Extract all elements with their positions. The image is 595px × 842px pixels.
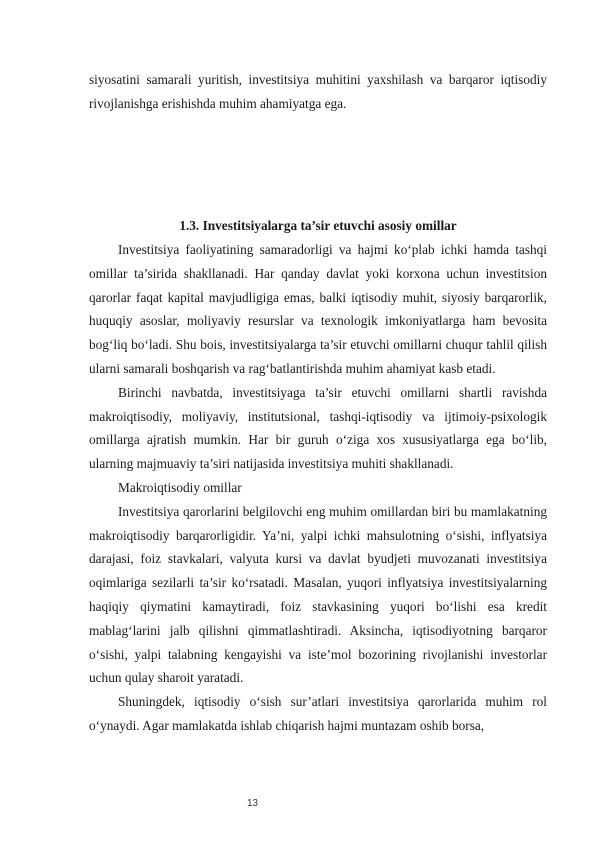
body-paragraph: Birinchi navbatda, investitsiyaga ta’sir etuvchi omillarni shartli ravishda makroiqtisodiy, moliyaviy, institutsional, tashqi-iqtisodiy va ijtimoiy-psixologik omillarga ajratish mumkin. Har bir guruh o‘ziga xos xususiyatlarga ega bo‘lib, ularning majmuaviy ta’siri natijasida investitsiya muhiti shakllanadi. xyxy=(89,384,547,472)
body-paragraph: Investitsiya qarorlarini belgilovchi eng muhim omillardan biri bu mamlakatning makroiqtisodiy barqarorligidir. Ya’ni, yalpi ichki mahsulotning o‘sishi, inflyatsiya darajasi, foiz stavkalari, valyuta kursi va davlat byudjeti muvozanati investitsiya oqimlariga sezilarli ta’sir ko‘rsatadi. Masalan, yuqori inflyatsiya investitsiyalarning haqiqiy qiymatini kamaytiradi, foiz stavkasining yuqori bo‘lishi esa kredit mablag‘larini jalb qilishni qimmatlashtiradi. Aksincha, iqtisodiyotning barqaror o‘sishi, yalpi talabning kengayishi va iste’mol bozorining rivojlanishi investorlar uchun qulay sharoit yaratadi. xyxy=(89,503,547,686)
body-paragraph: Shuningdek, iqtisodiy o‘sish sur’atlari investitsiya qarorlarida muhim rol o‘ynaydi. Agar mamlakatda ishlab chiqarish hajmi muntazam oshib borsa, xyxy=(89,694,547,733)
page-number: 13 xyxy=(247,798,259,809)
section-heading: 1.3. Investitsiyalarga ta’sir etuvchi asosiy omillar xyxy=(179,218,457,233)
subheading: Makroiqtisodiy omillar xyxy=(118,479,242,495)
body-paragraph: Investitsiya faoliyatining samaradorligi va hajmi ko‘plab ichki hamda tashqi omillar ta’sirida shakllanadi. Har qanday davlat yoki korxona uchun investitsion qarorlar faqat kapital mavjudligiga emas, balki iqtisodiy muhit, siyosiy barqarorlik, huquqiy asoslar, moliyaviy resurslar va texnologik imkoniyatlarga ham bevosita bog‘liq bo‘ladi. Shu bois, investitsiyalarga ta’sir etuvchi omillarni chuqur tahlil qilish ularni samarali boshqarish va rag‘batlantirishda muhim ahamiyat kasb etadi. xyxy=(89,242,547,376)
section-body xyxy=(89,238,547,738)
intro-paragraph: siyosatini samarali yuritish, investitsiya muhitini yaxshilash va barqaror iqtisodiy rivojlanishga erishishda muhim ahamiyatga ega. xyxy=(89,72,547,111)
